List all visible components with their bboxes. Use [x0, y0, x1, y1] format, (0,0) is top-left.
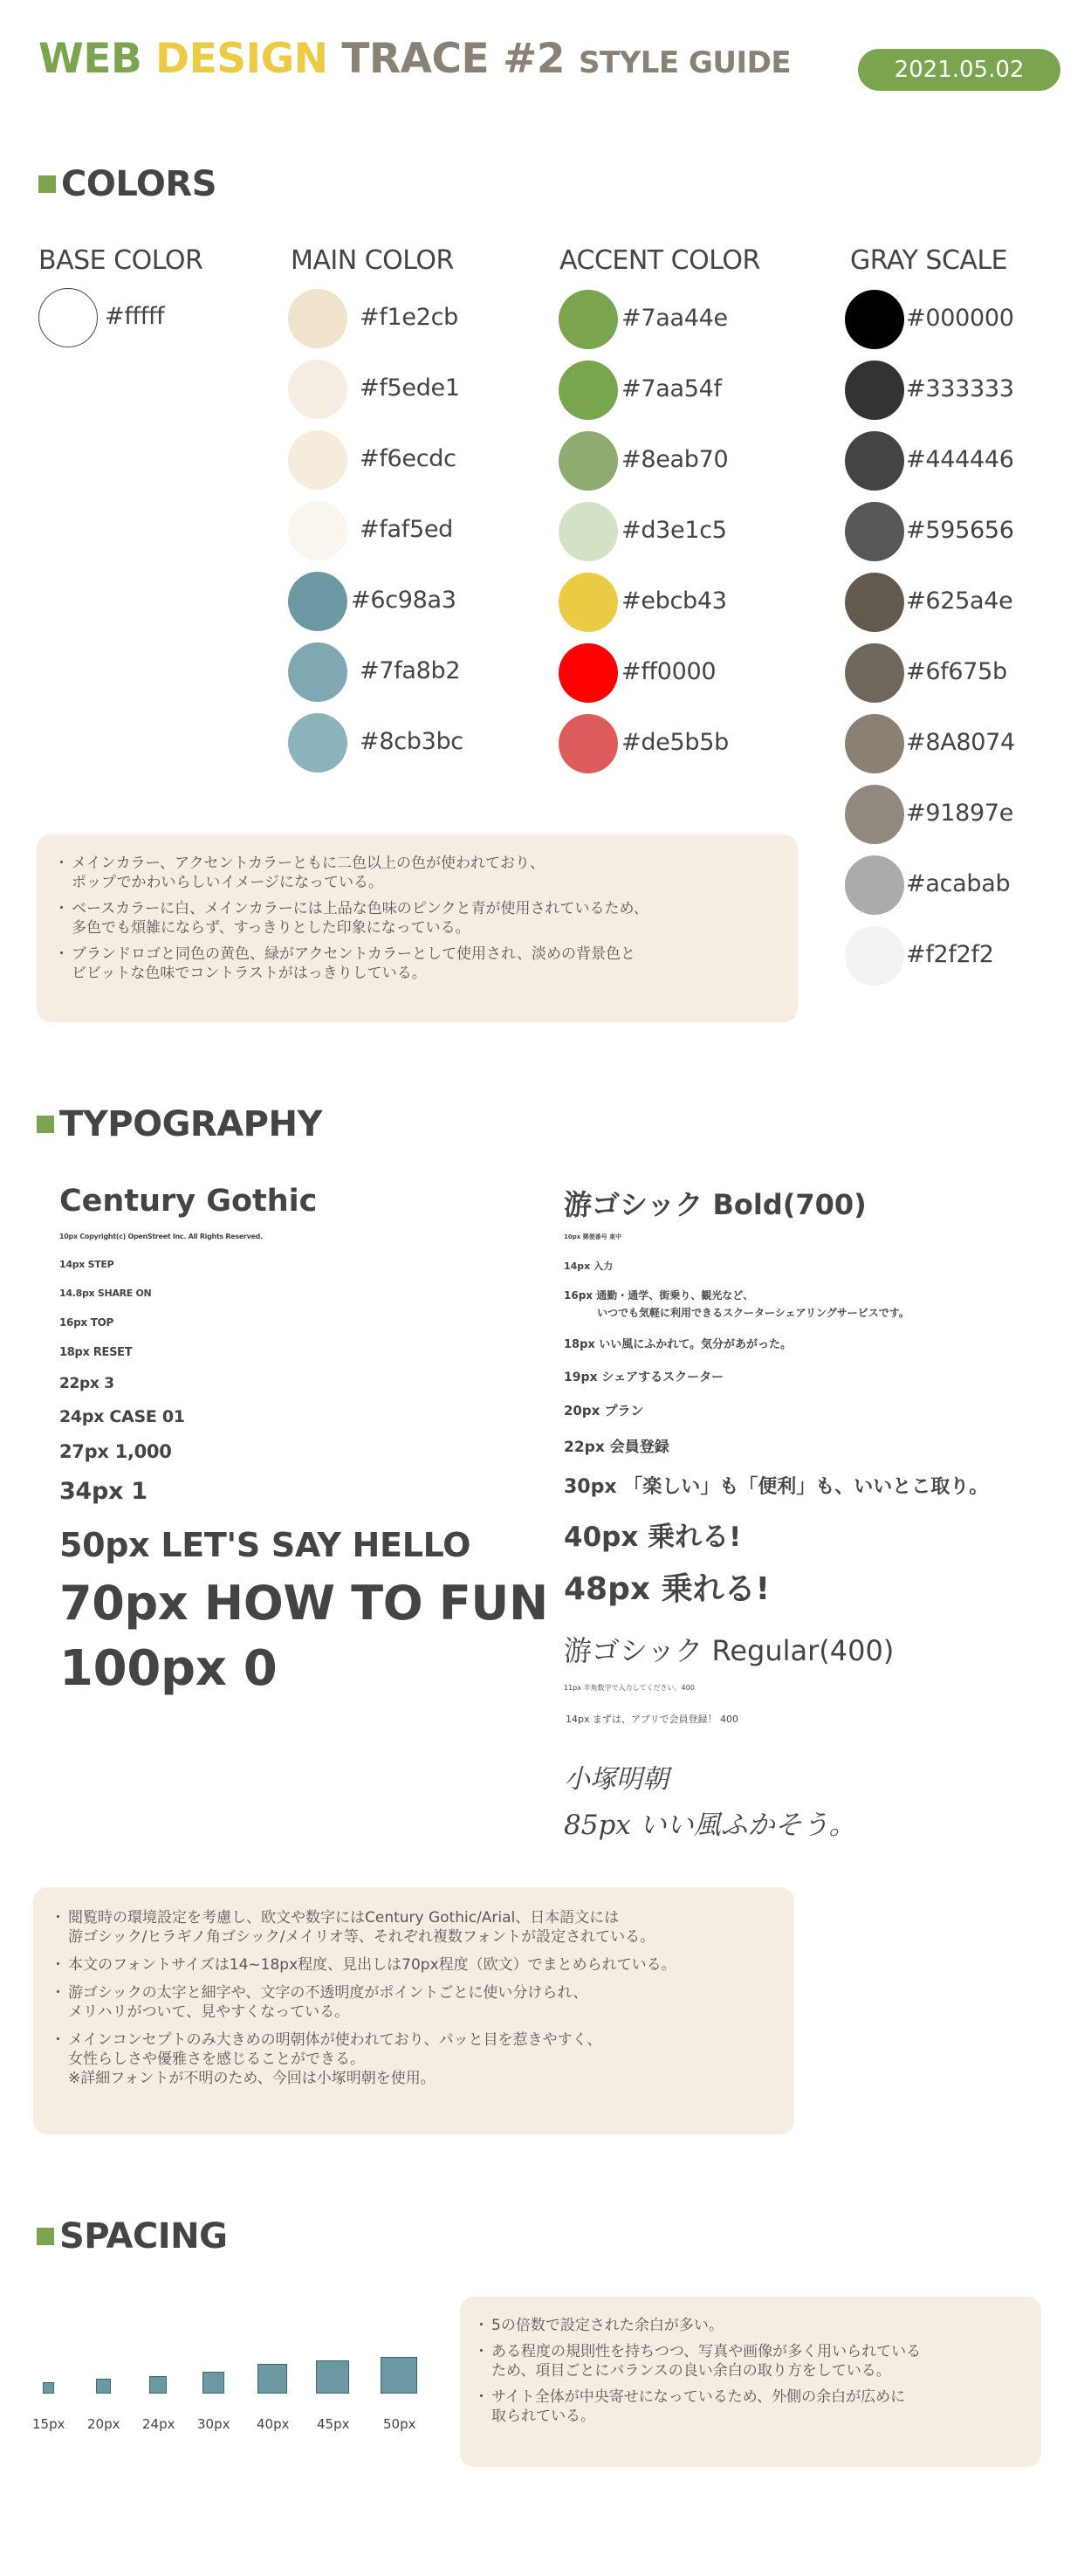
yugothic-regular-heading: 游ゴシック Regular(400) [564, 1634, 895, 1667]
title-word-trace: TRACE #2 [341, 35, 566, 83]
title-word-web: WEB [38, 35, 142, 83]
typography-note: ・ 本文のフォントサイズは14~18px程度、見出しは70px程度（欧文）でまとめられている。 [54, 1955, 775, 1975]
typography-note: ・ 閲覧時の環境設定を考慮し、欧文や数字にはCentury Gothic/Arial、日本語文には 游ゴシック/ヒラギノ角ゴシック/メイリオ等、それぞれ複数フォントが設定されている。 [54, 1908, 775, 1947]
accent-swatch [559, 643, 618, 703]
main-swatch [288, 642, 347, 702]
yugothic-sample-16px-cont: いつでも気軽に利用できるスクーターシェアリングサービスです。 [597, 1307, 909, 1319]
accent-swatch [559, 502, 618, 561]
yugothic-sample-20px: 20px プラン [564, 1403, 644, 1419]
section-marker-icon [38, 175, 56, 193]
gray-swatch-label: #444446 [906, 446, 1014, 473]
colors-note: ・ ベースカラーに白、メインカラーには上品な色味のピンクと青が使用されているため、 多色でも煩雑にならず、すっきりとした印象になっている。 [58, 899, 777, 938]
century-gothic-heading: Century Gothic [59, 1184, 318, 1219]
accent-swatch-label: #de5b5b [621, 729, 729, 756]
century-sample-24px: 24px CASE 01 [59, 1407, 185, 1426]
base-swatch [38, 288, 98, 347]
spacing-square [381, 2357, 417, 2394]
century-sample-18px: 18px RESET [59, 1346, 133, 1359]
gray-swatch [845, 714, 904, 773]
colors-section-title: COLORS [38, 164, 216, 204]
gray-swatch-label: #000000 [906, 305, 1014, 332]
gray-swatch-label: #f2f2f2 [906, 941, 994, 968]
gray-swatch [845, 855, 904, 915]
accent-swatch [559, 714, 618, 773]
century-sample-14-8px: 14.8px SHARE ON [59, 1288, 152, 1299]
gray-swatch-label: #625a4e [906, 587, 1013, 615]
spacing-section-title: SPACING [37, 2216, 227, 2257]
gray-swatch-label: #333333 [906, 375, 1014, 402]
spacing-square [316, 2360, 349, 2394]
typography-notes-box [33, 1887, 794, 2134]
spacing-note: ・ ある程度の規則性を持ちつつ、写真や画像が多く用いられている ため、項目ごとにバランスの良い余白の取り方をしている。 [477, 2342, 1024, 2380]
main-swatch [288, 713, 347, 773]
typography-note: ・ 游ゴシックの太字と細字や、文字の不透明度がポイントごとに使い分けられ、 メリハリがついて、見やすくなっている。 [54, 1983, 775, 2022]
gray-swatch-label: #91897e [906, 800, 1014, 827]
spacing-notes-box [460, 2297, 1041, 2467]
gray-swatch-label: #acabab [906, 870, 1011, 897]
gray-swatch-label: #595656 [906, 517, 1014, 544]
spacing-label: 24px [142, 2416, 175, 2432]
main-swatch-label: #8cb3bc [360, 728, 463, 755]
yugothic-sample-16px: 16px 通勤・通学、街乗り、観光など、 [564, 1289, 754, 1302]
gray-swatch-label: #6f675b [906, 658, 1007, 685]
colors-notes-box [37, 835, 798, 1022]
section-marker-icon [37, 2228, 54, 2245]
main-swatch-label: #f5ede1 [360, 374, 460, 402]
spacing-label: 20px [87, 2416, 120, 2432]
spacing-label: 15px [32, 2416, 65, 2432]
accent-swatch-label: #7aa44e [621, 305, 728, 332]
main-swatch-label: #faf5ed [360, 516, 454, 543]
section-marker-icon [37, 1116, 54, 1133]
accent-swatch-label: #ff0000 [621, 658, 717, 685]
century-sample-22px: 22px 3 [59, 1375, 114, 1392]
gray-swatch [845, 643, 904, 703]
yugothic-sample-19px: 19px シェアするスクーター [564, 1370, 724, 1384]
accent-swatch-label: #8eab70 [621, 446, 729, 473]
main-swatch [288, 501, 347, 560]
gray-swatch-label: #8A8074 [906, 729, 1015, 756]
century-sample-34px: 34px 1 [59, 1478, 148, 1505]
title-word-design: DESIGN [155, 35, 328, 83]
typography-note: ・ メインコンセプトのみ大きめの明朝体が使われており、パッと目を惹きやすく、 女性らしさや優雅さを感じることができる。 ※詳細フォントが不明のため、今回は小塚明朝を使用。 [54, 2030, 775, 2088]
main-swatch-label: #f1e2cb [360, 304, 458, 331]
page-header [38, 35, 791, 96]
title-style-guide: STYLE GUIDE [578, 45, 792, 80]
yugothic-sample-18px: 18px いい風にふかれて。気分があがった。 [564, 1338, 793, 1351]
century-sample-27px: 27px 1,000 [59, 1441, 172, 1462]
spacing-note: ・ 5の倍数で設定された余白が多い。 [477, 2316, 1024, 2335]
colors-note: ・ ブランドロゴと同色の黄色、緑がアクセントカラーとして使用され、淡めの背景色と ビビットな色味でコントラストがはっきりしている。 [58, 945, 777, 983]
gray-swatch [845, 785, 904, 844]
yugothic-sample-14px: 14px 入力 [564, 1261, 614, 1272]
century-sample-16px: 16px TOP [59, 1316, 113, 1329]
gray-swatch [845, 361, 904, 420]
century-sample-70px: 70px HOW TO FUN [59, 1576, 548, 1631]
accent-swatch [559, 290, 618, 349]
base-color-heading: BASE COLOR [38, 245, 203, 276]
main-swatch-label: #6c98a3 [351, 587, 456, 614]
date-badge: 2021.05.02 [858, 49, 1060, 91]
spacing-square [96, 2379, 111, 2394]
yugothic-regular-sample-11px: 11px 半角数字で入力してください。400 [564, 1684, 695, 1692]
main-swatch-label: #f6ecdc [360, 445, 456, 472]
yugothic-sample-48px: 48px 乗れる! [564, 1571, 771, 1607]
main-color-heading: MAIN COLOR [291, 245, 454, 276]
spacing-label: 30px [197, 2416, 230, 2432]
spacing-label: 40px [257, 2416, 290, 2432]
spacing-note: ・ サイト全体が中央寄せになっているため、外側の余白が広めに 取られている。 [477, 2387, 1024, 2426]
mincho-sample-85px: 85px いい風ふかそう。 [564, 1810, 856, 1841]
spacing-square [149, 2376, 167, 2394]
accent-swatch-label: #d3e1c5 [621, 517, 727, 544]
century-sample-100px: 100px 0 [59, 1640, 278, 1697]
accent-swatch [559, 573, 618, 632]
gray-swatch [845, 573, 904, 632]
spacing-label: 50px [383, 2416, 416, 2432]
accent-swatch [559, 361, 618, 420]
gray-swatch [845, 502, 904, 561]
yugothic-regular-sample-14px: 14px まずは、アプリで会員登録！ 400 [566, 1714, 739, 1725]
typography-section-title: TYPOGRAPHY [37, 1104, 322, 1144]
main-swatch [288, 360, 347, 419]
colors-note: ・ メインカラー、アクセントカラーともに二色以上の色が使われており、 ポップでかわいらしいイメージになっている。 [58, 854, 777, 892]
spacing-square [257, 2364, 287, 2394]
century-sample-14px: 14px STEP [59, 1259, 114, 1270]
base-swatch-label: #fffff [105, 303, 165, 330]
accent-swatch-label: #ebcb43 [621, 587, 727, 615]
spacing-square [43, 2382, 54, 2394]
yugothic-bold-heading: 游ゴシック Bold(700) [564, 1188, 867, 1221]
mincho-heading: 小塚明朝 [564, 1764, 669, 1795]
accent-swatch [559, 431, 618, 491]
main-swatch-label: #7fa8b2 [360, 657, 461, 684]
gray-scale-heading: GRAY SCALE [850, 245, 1008, 276]
accent-swatch-label: #7aa54f [621, 375, 722, 402]
century-sample-50px: 50px LET'S SAY HELLO [59, 1526, 471, 1564]
gray-swatch [845, 431, 904, 491]
spacing-square [202, 2372, 224, 2394]
yugothic-sample-30px: 30px 「楽しい」も「便利」も、いいとこ取り。 [564, 1476, 989, 1498]
main-swatch [288, 572, 347, 631]
accent-color-heading: ACCENT COLOR [559, 245, 760, 276]
main-swatch [288, 289, 347, 348]
yugothic-sample-10px: 10px 郵便番号 東中 [564, 1233, 622, 1240]
century-sample-10px: 10px Copyright(c) OpenStreet Inc. All Rights Reserved. [59, 1233, 263, 1240]
spacing-label: 45px [317, 2416, 350, 2432]
gray-swatch [845, 290, 904, 349]
yugothic-sample-40px: 40px 乗れる! [564, 1522, 742, 1553]
main-swatch [288, 430, 347, 490]
yugothic-sample-22px: 22px 会員登録 [564, 1439, 669, 1456]
gray-swatch [845, 926, 904, 986]
